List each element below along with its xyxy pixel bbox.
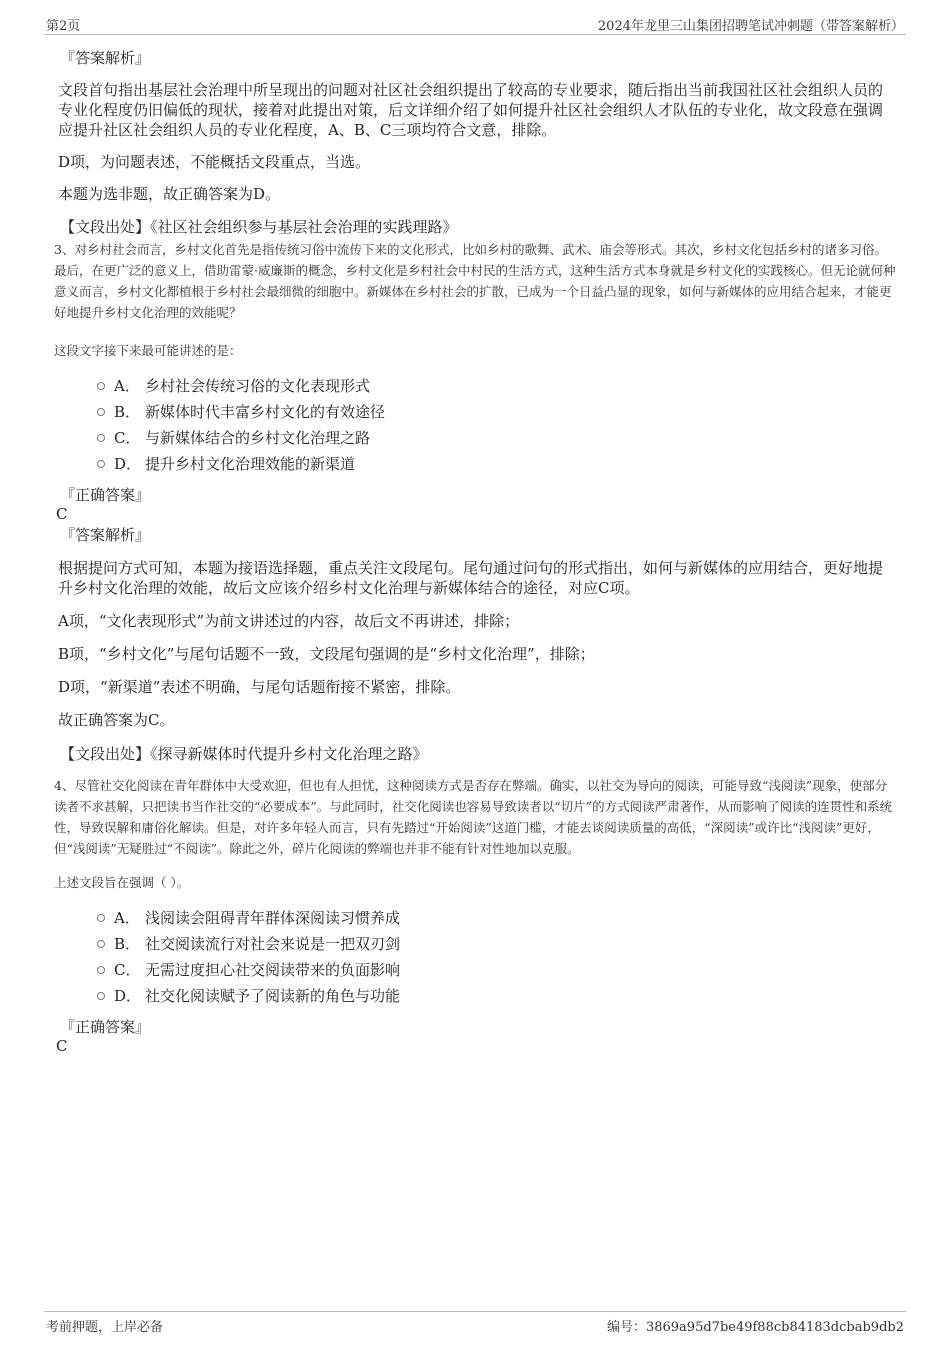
q3-option-d[interactable]: [54, 451, 896, 477]
option-letter: B．: [114, 403, 141, 421]
q3-source: 【文段出处】《探寻新媒体时代提升乡村文化治理之路》: [60, 745, 428, 763]
option-text: 浅阅读会阻碍青年群体深阅读习惯养成: [145, 909, 401, 927]
q3-option-b[interactable]: [54, 399, 896, 425]
radio-button[interactable]: [97, 434, 105, 442]
q3-analysis-paragraph-4: D项，“新渠道”表述不明确，与尾句话题衔接不紧密，排除。: [58, 678, 461, 696]
main-content: [54, 46, 896, 1055]
document-id: 编号：3869a95d7be49f88cb84183dcbab9db2: [606, 1320, 904, 1335]
q3-answer: C: [56, 505, 68, 523]
radio-button[interactable]: [97, 940, 105, 948]
radio-button[interactable]: [97, 382, 105, 390]
q3-analysis-label: 『答案解析』: [60, 526, 151, 544]
option-text: 与新媒体结合的乡村文化治理之路: [145, 429, 371, 447]
footer-slogan: 考前押题，上岸必备: [46, 1320, 164, 1335]
q3-analysis-paragraph-2: A项，“文化表现形式”为前文讲述过的内容，故后文不再讲述，排除；: [58, 612, 520, 630]
q4-answer-label: 『正确答案』: [60, 1018, 151, 1036]
q2-analysis-label: 『答案解析』: [60, 49, 151, 67]
option-text: 提升乡村文化治理效能的新渠道: [145, 455, 356, 473]
q3-prompt: 这段文字接下来最可能讲述的是：: [54, 343, 242, 358]
q3-answer-label: 『正确答案』: [60, 486, 151, 504]
radio-button[interactable]: [97, 914, 105, 922]
q4-option-c[interactable]: [54, 957, 896, 983]
q2-analysis-paragraph-3: 本题为选非题，故正确答案为D。: [58, 185, 281, 203]
option-letter: B．: [114, 935, 141, 953]
q3-option-c[interactable]: [54, 425, 896, 451]
option-letter: A．: [114, 909, 140, 927]
radio-button[interactable]: [97, 992, 105, 1000]
page-header: [44, 14, 906, 35]
q3-options: [54, 373, 896, 477]
q4-option-b[interactable]: [54, 931, 896, 957]
q2-source: 【文段出处】《社区社会组织参与基层社会治理的实践理路》: [60, 218, 458, 236]
radio-button[interactable]: [97, 966, 105, 974]
option-text: 乡村社会传统习俗的文化表现形式: [145, 377, 371, 395]
option-text: 无需过度担心社交阅读带来的负面影响: [145, 961, 401, 979]
q3-question-text: 3、对乡村社会而言，乡村文化首先是指传统习俗中流传下来的文化形式，比如乡村的歌舞、武术、庙会等形式。其次，乡村文化包括乡村的诸多习俗。最后，在更广泛的意义上，借助雷蒙·威廉斯的概念，乡村文化是乡村社会中村民的生活方式，这种生活方式本身就是乡村文化的实践核心。但无论就何种意义而言，乡村文化都植根于乡村社会最细微的细胞中。新媒体在乡村社会的扩散，已成为一个日益凸显的现象，如何与新媒体的应用结合起来，才能更好地提升乡村文化治理的效能呢？: [54, 242, 896, 320]
q4-answer: C: [56, 1037, 68, 1055]
page-footer: [44, 1311, 906, 1336]
q4-option-d[interactable]: [54, 983, 896, 1009]
q4-question-text: 4、尽管社交化阅读在青年群体中大受欢迎，但也有人担忧，这种阅读方式是否存在弊端。确实，以社交为导向的阅读，可能导致“浅阅读”现象，使部分读者不求甚解，只把读书当作社交的“必要成本”。与此同时，社交化阅读也容易导致读者以“切片”的方式阅读严肃著作，从而影响了阅读的连贯性和系统性，导致误解和庸俗化解读。但是，对许多年轻人而言，只有先踏过“开始阅读”这道门槛，才能去谈阅读质量的高低，“深阅读”或许比“浅阅读”更好，但“浅阅读”无疑胜过“不阅读”。除此之外，碎片化阅读的弊端也并非不能有针对性地加以克服。: [54, 778, 893, 856]
option-text: 新媒体时代丰富乡村文化的有效途径: [145, 403, 386, 421]
q3-analysis-paragraph-5: 故正确答案为C。: [58, 711, 175, 729]
q4-options: [54, 905, 896, 1009]
page-number: 第2页: [46, 19, 81, 34]
q3-analysis-paragraph-3: B项，“乡村文化”与尾句话题不一致，文段尾句强调的是“乡村文化治理”，排除；: [58, 645, 595, 663]
q2-analysis-paragraph-2: D项，为问题表述，不能概括文段重点，当选。: [58, 153, 371, 171]
option-text: 社交阅读流行对社会来说是一把双刃剑: [145, 935, 401, 953]
q3-analysis-paragraph-1: 根据提问方式可知，本题为接语选择题，重点关注文段尾句。尾句通过问句的形式指出，如何与新媒体的应用结合，更好地提升乡村文化治理的效能，故后文应该介绍乡村文化治理与新媒体结合的途径，对应C项。: [58, 559, 884, 597]
radio-button[interactable]: [97, 460, 105, 468]
q3-option-a[interactable]: [54, 373, 896, 399]
document-title: 2024年龙里三山集团招聘笔试冲刺题（带答案解析）: [597, 19, 904, 34]
radio-button[interactable]: [97, 408, 105, 416]
option-text: 社交化阅读赋予了阅读新的角色与功能: [145, 987, 401, 1005]
q4-prompt: 上述文段旨在强调（ ）。: [54, 875, 190, 890]
q4-option-a[interactable]: [54, 905, 896, 931]
q2-analysis-paragraph-1: 文段首句指出基层社会治理中所呈现出的问题对社区社会组织提出了较高的专业要求，随后指出当前我国社区社会组织人员的专业化程度仍旧偏低的现状，接着对此提出对策，后文详细介绍了如何提升社区社会组织人才队伍的专业化，故文段意在强调应提升社区社会组织人员的专业化程度，A、B、C三项均符合文意，排除。: [58, 81, 884, 139]
option-letter: C．: [114, 961, 141, 979]
option-letter: D．: [114, 455, 142, 473]
option-letter: A．: [114, 377, 140, 395]
option-letter: D．: [114, 987, 142, 1005]
option-letter: C．: [114, 429, 141, 447]
